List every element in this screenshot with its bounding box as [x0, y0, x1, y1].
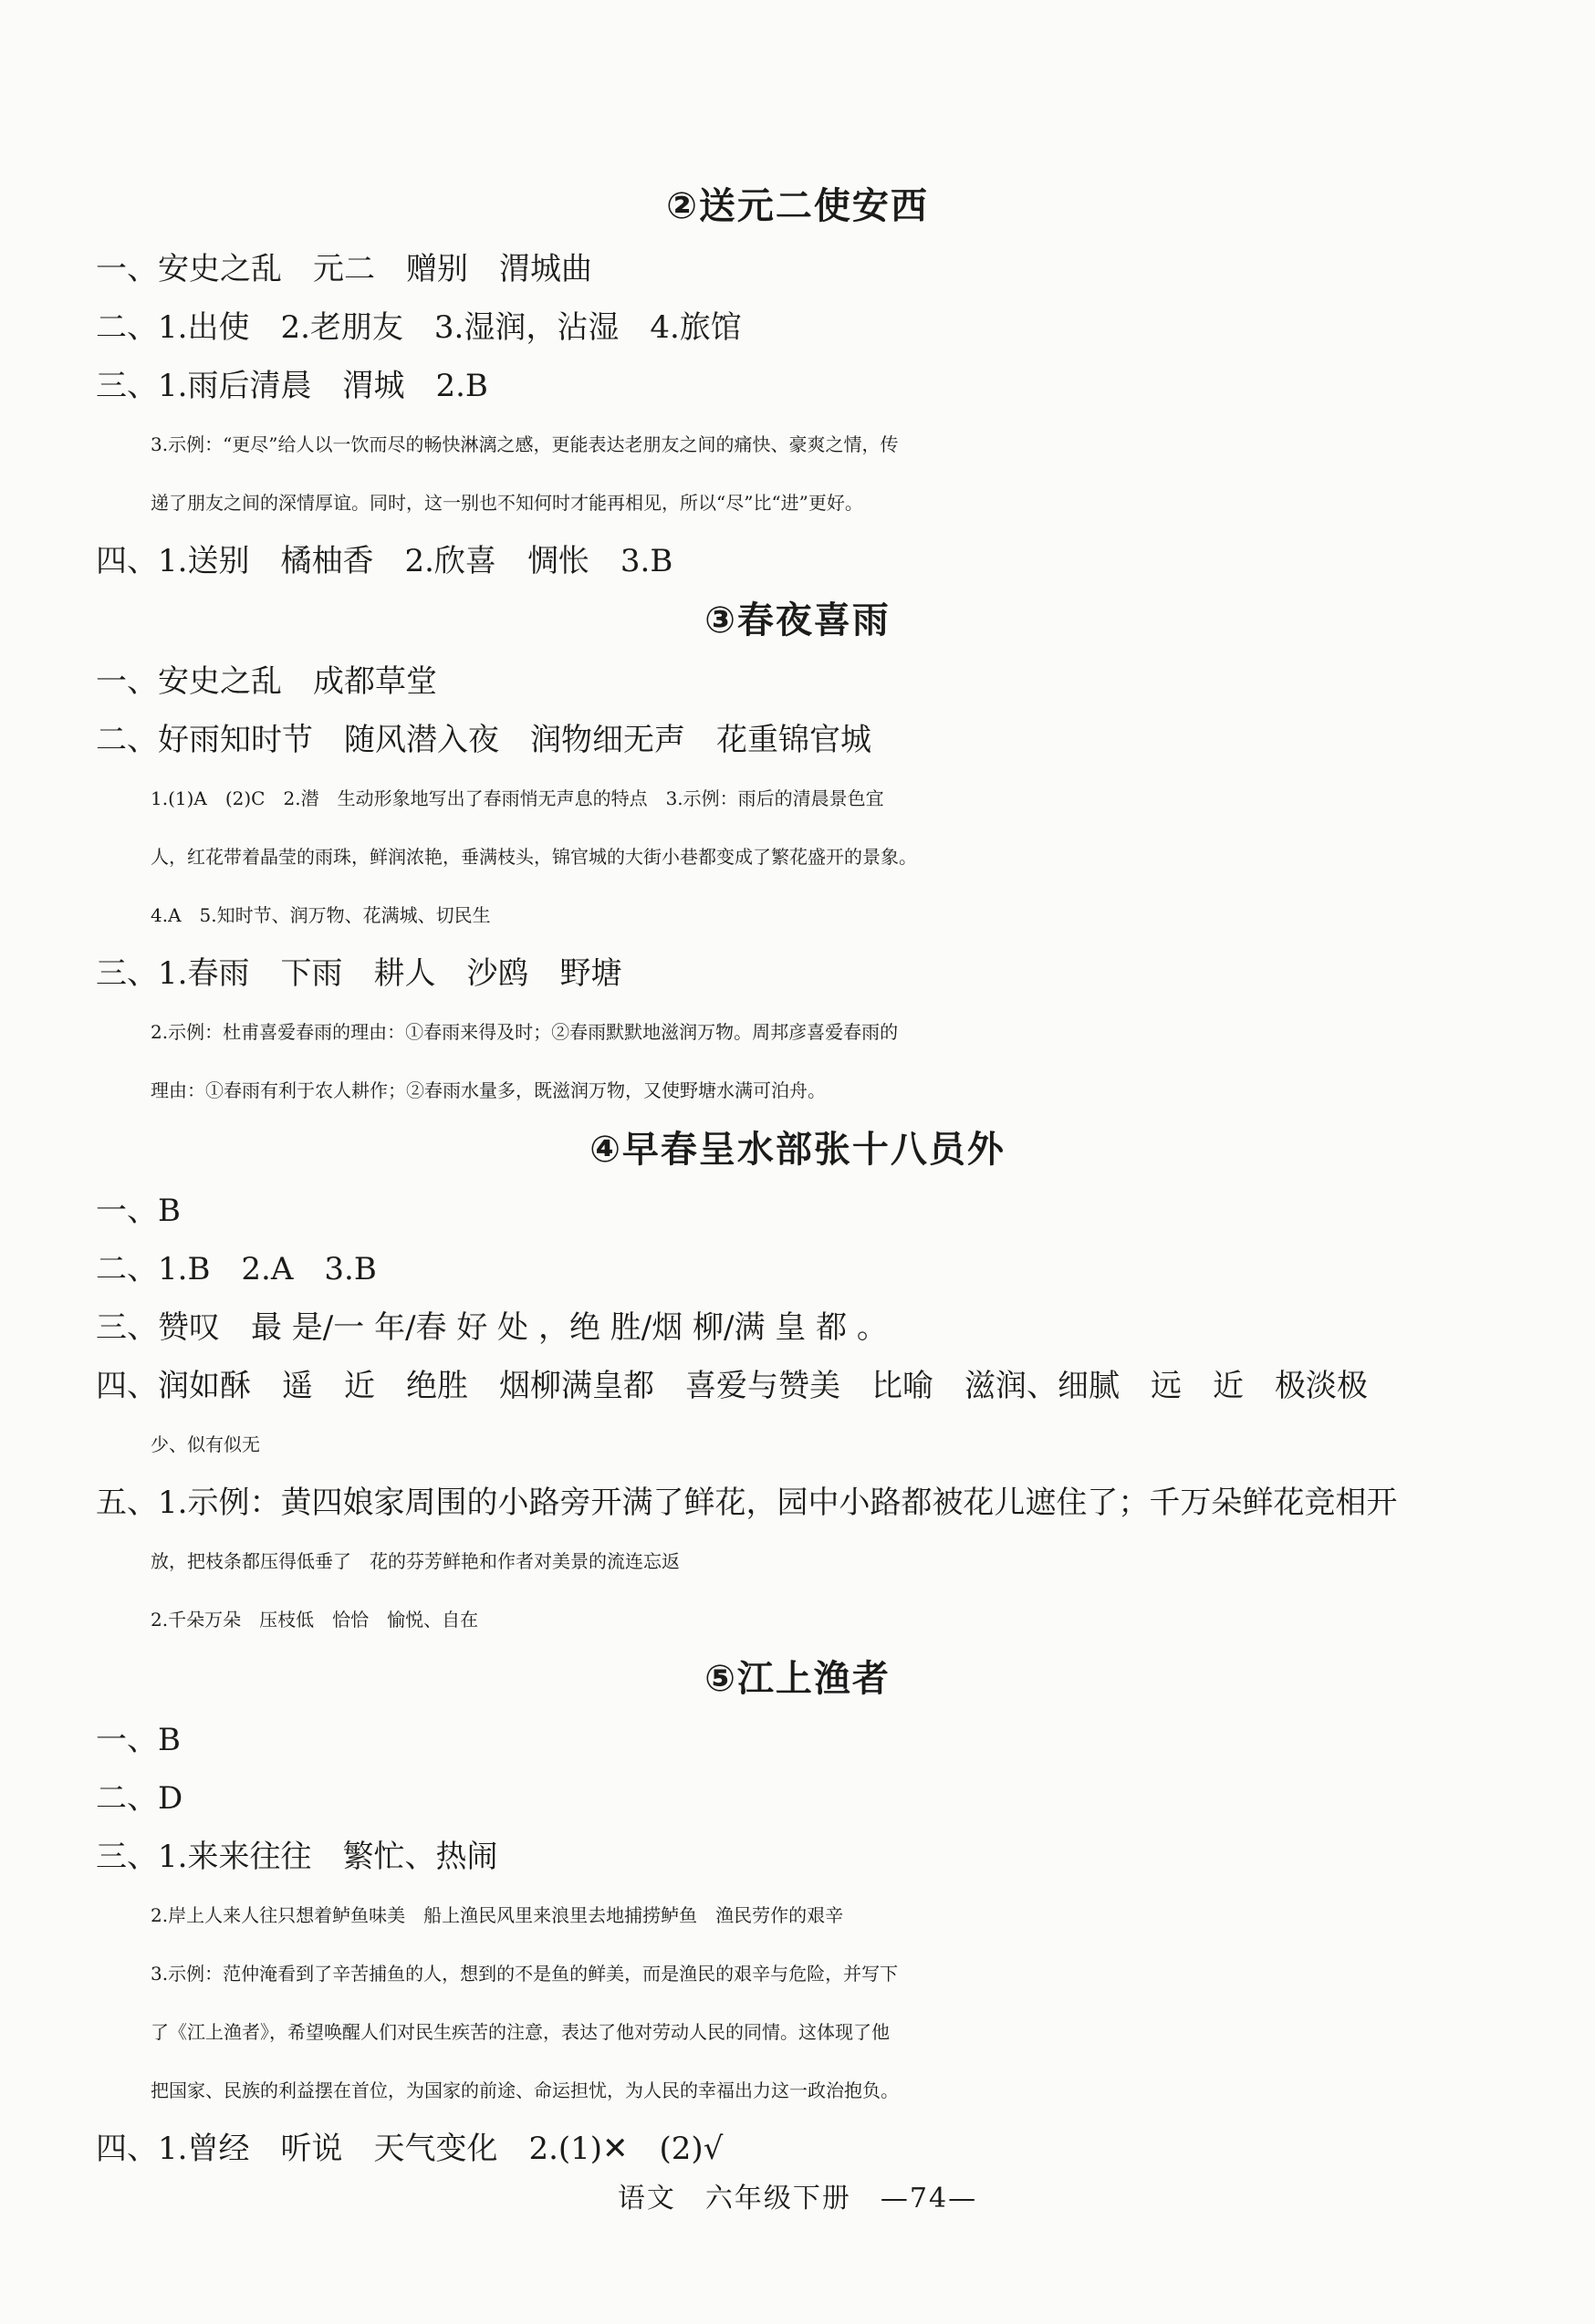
- answer-line: 3.示例：范仲淹看到了辛苦捕鱼的人，想到的不是鱼的鲜美，而是渔民的艰辛与危险，并写下: [151, 1963, 899, 1985]
- answer-line: 四、1.曾经 听说 天气变化 2.(1)✕ (2)√: [96, 2131, 724, 2167]
- section-title-2: ②送元二使安西: [666, 185, 929, 227]
- answer-line: 1.(1)A (2)C 2.潜 生动形象地写出了春雨悄无声息的特点 3.示例：雨后的清晨景色宜: [151, 787, 884, 809]
- answer-line: 四、润如酥 遥 近 绝胜 烟柳满皇都 喜爱与赞美 比喻 滋润、细腻 远 近 极淡极: [96, 1368, 1368, 1404]
- answer-line: 一、B: [96, 1722, 181, 1758]
- answer-line: 一、安史之乱 元二 赠别 渭城曲: [96, 251, 592, 287]
- answer-line: 二、D: [96, 1780, 183, 1817]
- answer-line: 二、好雨知时节 随风潜入夜 润物细无声 花重锦官城: [96, 722, 871, 758]
- answer-line: 一、安史之乱 成都草堂: [96, 663, 437, 700]
- answer-line: 把国家、民族的利益摆在首位，为国家的前途、命运担忧，为人民的幸福出力这一政治抱负。: [151, 2079, 899, 2101]
- answer-line: 四、1.送别 橘柚香 2.欣喜 惆怅 3.B: [96, 543, 673, 579]
- page-footer: 语文 六年级下册 —74—: [617, 2183, 978, 2215]
- answer-line: 放，把枝条都压得低垂了 花的芬芳鲜艳和作者对美景的流连忘返: [151, 1550, 680, 1572]
- answer-line: 二、1.B 2.A 3.B: [96, 1251, 377, 1287]
- answer-line: 2.岸上人来人往只想着鲈鱼味美 船上渔民风里来浪里去地捕捞鲈鱼 渔民劳作的艰辛: [151, 1904, 844, 1926]
- answer-line: 2.千朵万朵 压枝低 恰恰 愉悦、自在: [151, 1609, 479, 1631]
- answer-line: 三、1.雨后清晨 渭城 2.B: [96, 368, 488, 404]
- answer-line: 三、赞叹 最 是/一 年/春 好 处 ，绝 胜/烟 柳/满 皇 都 。: [96, 1309, 888, 1346]
- answer-line: 理由：①春雨有利于农人耕作；②春雨水量多，既滋润万物，又使野塘水满可泊舟。: [151, 1079, 826, 1101]
- answer-line: 3.示例：“更尽”给人以一饮而尽的畅快淋漓之感，更能表达老朋友之间的痛快、豪爽之情，传: [151, 433, 899, 455]
- section-title-3: ③春夜喜雨: [704, 599, 891, 641]
- answer-line: 2.示例：杜甫喜爱春雨的理由：①春雨来得及时；②春雨默默地滋润万物。周邦彦喜爱春雨的: [151, 1021, 899, 1043]
- answer-line: 五、1.示例：黄四娘家周围的小路旁开满了鲜花，园中小路都被花儿遮住了；千万朵鲜花竞相开: [96, 1485, 1398, 1521]
- answer-line: 一、B: [96, 1193, 181, 1229]
- answer-line: 三、1.春雨 下雨 耕人 沙鸥 野塘: [96, 955, 622, 992]
- answer-line: 递了朋友之间的深情厚谊。同时，这一别也不知何时才能再相见，所以“尽”比“进”更好。: [151, 492, 863, 514]
- answer-line: 了《江上渔者》，希望唤醒人们对民生疾苦的注意，表达了他对劳动人民的同情。这体现了他: [151, 2021, 890, 2043]
- answer-line: 三、1.来来往往 繁忙、热闹: [96, 1839, 498, 1875]
- answer-line: 二、1.出使 2.老朋友 3.湿润，沾湿 4.旅馆: [96, 309, 742, 346]
- section-title-5: ⑤江上渔者: [704, 1658, 891, 1700]
- answer-line: 人，红花带着晶莹的雨珠，鲜润浓艳，垂满枝头，锦官城的大街小巷都变成了繁花盛开的景象。: [151, 846, 917, 868]
- section-title-4: ④早春呈水部张十八员外: [589, 1129, 1006, 1171]
- answer-line: 少、似有似无: [151, 1433, 260, 1455]
- answer-line: 4.A 5.知时节、润万物、花满城、切民生: [151, 904, 491, 926]
